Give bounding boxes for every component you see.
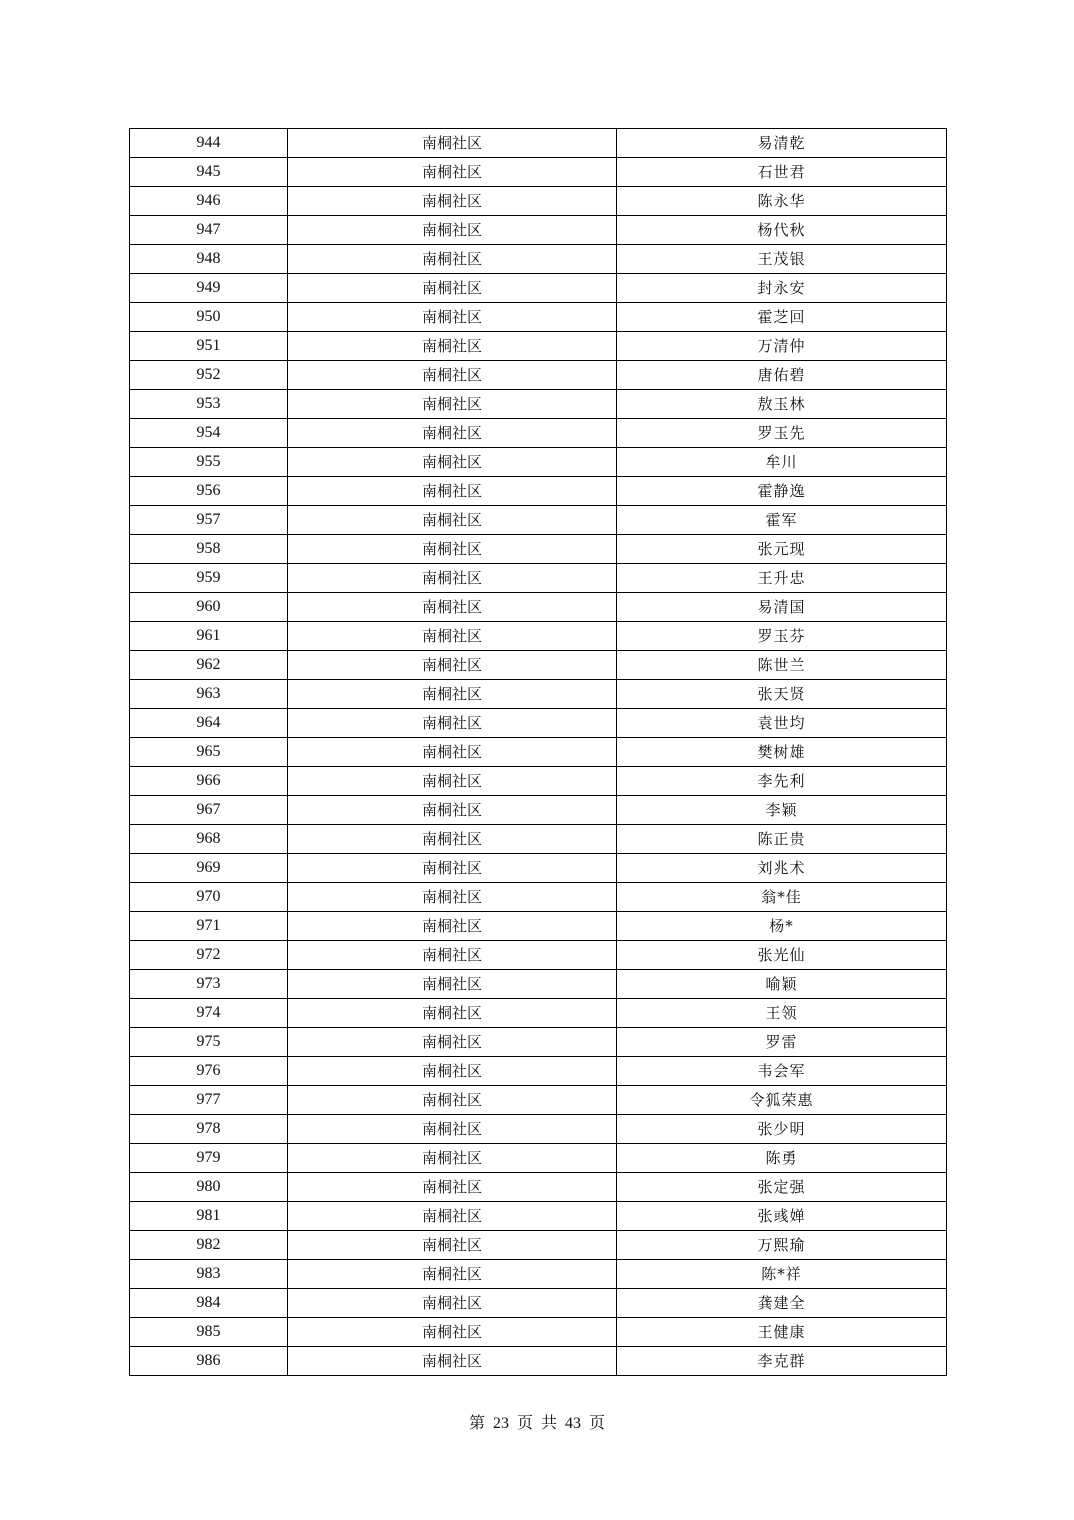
person-name-cell: 翁*佳 bbox=[617, 883, 947, 912]
table-row bbox=[130, 622, 947, 651]
row-number-cell: 963 bbox=[130, 680, 288, 709]
person-name-cell: 牟川 bbox=[617, 448, 947, 477]
table-row bbox=[130, 941, 947, 970]
table-row bbox=[130, 680, 947, 709]
community-cell: 南桐社区 bbox=[288, 970, 617, 999]
person-name-cell: 唐佑碧 bbox=[617, 361, 947, 390]
community-cell: 南桐社区 bbox=[288, 535, 617, 564]
table-row bbox=[130, 506, 947, 535]
row-number-cell: 959 bbox=[130, 564, 288, 593]
person-name-cell: 霍军 bbox=[617, 506, 947, 535]
row-number-cell: 953 bbox=[130, 390, 288, 419]
community-cell: 南桐社区 bbox=[288, 303, 617, 332]
table-row bbox=[130, 158, 947, 187]
person-name-cell: 王健康 bbox=[617, 1318, 947, 1347]
row-number-cell: 952 bbox=[130, 361, 288, 390]
person-name-cell: 霍芝回 bbox=[617, 303, 947, 332]
community-cell: 南桐社区 bbox=[288, 767, 617, 796]
table-row bbox=[130, 535, 947, 564]
community-cell: 南桐社区 bbox=[288, 1202, 617, 1231]
row-number-cell: 980 bbox=[130, 1173, 288, 1202]
table-row bbox=[130, 419, 947, 448]
row-number-cell: 973 bbox=[130, 970, 288, 999]
table-row bbox=[130, 332, 947, 361]
row-number-cell: 979 bbox=[130, 1144, 288, 1173]
community-cell: 南桐社区 bbox=[288, 390, 617, 419]
row-number-cell: 946 bbox=[130, 187, 288, 216]
community-cell: 南桐社区 bbox=[288, 187, 617, 216]
row-number-cell: 985 bbox=[130, 1318, 288, 1347]
table-row bbox=[130, 303, 947, 332]
table-row bbox=[130, 709, 947, 738]
person-name-cell: 张彧婵 bbox=[617, 1202, 947, 1231]
community-cell: 南桐社区 bbox=[288, 506, 617, 535]
person-name-cell: 杨代秋 bbox=[617, 216, 947, 245]
community-cell: 南桐社区 bbox=[288, 1231, 617, 1260]
person-name-cell: 袁世均 bbox=[617, 709, 947, 738]
table-row bbox=[130, 1260, 947, 1289]
community-cell: 南桐社区 bbox=[288, 1057, 617, 1086]
roster-table bbox=[129, 128, 947, 1376]
community-cell: 南桐社区 bbox=[288, 477, 617, 506]
person-name-cell: 敖玉林 bbox=[617, 390, 947, 419]
person-name-cell: 易清国 bbox=[617, 593, 947, 622]
person-name-cell: 张天贤 bbox=[617, 680, 947, 709]
row-number-cell: 957 bbox=[130, 506, 288, 535]
person-name-cell: 陈永华 bbox=[617, 187, 947, 216]
row-number-cell: 951 bbox=[130, 332, 288, 361]
row-number-cell: 972 bbox=[130, 941, 288, 970]
table-row bbox=[130, 390, 947, 419]
community-cell: 南桐社区 bbox=[288, 1318, 617, 1347]
table-row bbox=[130, 1115, 947, 1144]
row-number-cell: 945 bbox=[130, 158, 288, 187]
person-name-cell: 张少明 bbox=[617, 1115, 947, 1144]
person-name-cell: 李颖 bbox=[617, 796, 947, 825]
community-cell: 南桐社区 bbox=[288, 448, 617, 477]
person-name-cell: 陈*祥 bbox=[617, 1260, 947, 1289]
community-cell: 南桐社区 bbox=[288, 796, 617, 825]
row-number-cell: 982 bbox=[130, 1231, 288, 1260]
table-row bbox=[130, 564, 947, 593]
table-row bbox=[130, 825, 947, 854]
community-cell: 南桐社区 bbox=[288, 825, 617, 854]
community-cell: 南桐社区 bbox=[288, 216, 617, 245]
row-number-cell: 969 bbox=[130, 854, 288, 883]
footer-current-page: 23 bbox=[492, 1415, 509, 1432]
roster-table-container bbox=[129, 128, 946, 1376]
table-row bbox=[130, 448, 947, 477]
person-name-cell: 韦会军 bbox=[617, 1057, 947, 1086]
row-number-cell: 978 bbox=[130, 1115, 288, 1144]
row-number-cell: 962 bbox=[130, 651, 288, 680]
community-cell: 南桐社区 bbox=[288, 1115, 617, 1144]
person-name-cell: 张光仙 bbox=[617, 941, 947, 970]
person-name-cell: 喻颖 bbox=[617, 970, 947, 999]
community-cell: 南桐社区 bbox=[288, 854, 617, 883]
row-number-cell: 976 bbox=[130, 1057, 288, 1086]
person-name-cell: 王领 bbox=[617, 999, 947, 1028]
table-row bbox=[130, 1231, 947, 1260]
table-row bbox=[130, 999, 947, 1028]
person-name-cell: 万熙瑜 bbox=[617, 1231, 947, 1260]
community-cell: 南桐社区 bbox=[288, 1289, 617, 1318]
community-cell: 南桐社区 bbox=[288, 941, 617, 970]
table-row bbox=[130, 912, 947, 941]
table-row bbox=[130, 1086, 947, 1115]
person-name-cell: 李克群 bbox=[617, 1347, 947, 1376]
row-number-cell: 961 bbox=[130, 622, 288, 651]
footer-prefix: 第 bbox=[468, 1415, 485, 1432]
community-cell: 南桐社区 bbox=[288, 564, 617, 593]
person-name-cell: 封永安 bbox=[617, 274, 947, 303]
row-number-cell: 964 bbox=[130, 709, 288, 738]
table-row bbox=[130, 1289, 947, 1318]
person-name-cell: 万清仲 bbox=[617, 332, 947, 361]
person-name-cell: 张定强 bbox=[617, 1173, 947, 1202]
community-cell: 南桐社区 bbox=[288, 1086, 617, 1115]
table-row bbox=[130, 854, 947, 883]
table-row bbox=[130, 1028, 947, 1057]
row-number-cell: 954 bbox=[130, 419, 288, 448]
row-number-cell: 971 bbox=[130, 912, 288, 941]
row-number-cell: 975 bbox=[130, 1028, 288, 1057]
community-cell: 南桐社区 bbox=[288, 651, 617, 680]
community-cell: 南桐社区 bbox=[288, 332, 617, 361]
footer-total-word: 共 bbox=[541, 1415, 558, 1432]
table-row bbox=[130, 767, 947, 796]
table-row bbox=[130, 970, 947, 999]
community-cell: 南桐社区 bbox=[288, 245, 617, 274]
person-name-cell: 易清乾 bbox=[617, 129, 947, 158]
row-number-cell: 983 bbox=[130, 1260, 288, 1289]
community-cell: 南桐社区 bbox=[288, 1347, 617, 1376]
person-name-cell: 罗玉芬 bbox=[617, 622, 947, 651]
row-number-cell: 948 bbox=[130, 245, 288, 274]
table-row bbox=[130, 1202, 947, 1231]
community-cell: 南桐社区 bbox=[288, 738, 617, 767]
row-number-cell: 977 bbox=[130, 1086, 288, 1115]
row-number-cell: 958 bbox=[130, 535, 288, 564]
row-number-cell: 965 bbox=[130, 738, 288, 767]
table-row bbox=[130, 187, 947, 216]
row-number-cell: 967 bbox=[130, 796, 288, 825]
community-cell: 南桐社区 bbox=[288, 1260, 617, 1289]
community-cell: 南桐社区 bbox=[288, 1028, 617, 1057]
table-row bbox=[130, 129, 947, 158]
table-row bbox=[130, 361, 947, 390]
community-cell: 南桐社区 bbox=[288, 622, 617, 651]
table-row bbox=[130, 651, 947, 680]
community-cell: 南桐社区 bbox=[288, 158, 617, 187]
table-row bbox=[130, 1057, 947, 1086]
person-name-cell: 罗玉先 bbox=[617, 419, 947, 448]
community-cell: 南桐社区 bbox=[288, 1173, 617, 1202]
row-number-cell: 968 bbox=[130, 825, 288, 854]
person-name-cell: 李先利 bbox=[617, 767, 947, 796]
community-cell: 南桐社区 bbox=[288, 912, 617, 941]
person-name-cell: 龚建全 bbox=[617, 1289, 947, 1318]
page-footer bbox=[0, 1410, 1074, 1433]
person-name-cell: 石世君 bbox=[617, 158, 947, 187]
row-number-cell: 966 bbox=[130, 767, 288, 796]
table-row bbox=[130, 1173, 947, 1202]
community-cell: 南桐社区 bbox=[288, 129, 617, 158]
table-row bbox=[130, 1144, 947, 1173]
row-number-cell: 984 bbox=[130, 1289, 288, 1318]
footer-page-word: 页 bbox=[516, 1415, 533, 1432]
person-name-cell: 王升忠 bbox=[617, 564, 947, 593]
person-name-cell: 陈正贵 bbox=[617, 825, 947, 854]
community-cell: 南桐社区 bbox=[288, 709, 617, 738]
community-cell: 南桐社区 bbox=[288, 999, 617, 1028]
community-cell: 南桐社区 bbox=[288, 1144, 617, 1173]
table-row bbox=[130, 738, 947, 767]
row-number-cell: 955 bbox=[130, 448, 288, 477]
table-row bbox=[130, 883, 947, 912]
row-number-cell: 970 bbox=[130, 883, 288, 912]
community-cell: 南桐社区 bbox=[288, 361, 617, 390]
row-number-cell: 950 bbox=[130, 303, 288, 332]
table-row bbox=[130, 1318, 947, 1347]
person-name-cell: 王茂银 bbox=[617, 245, 947, 274]
person-name-cell: 霍静逸 bbox=[617, 477, 947, 506]
row-number-cell: 944 bbox=[130, 129, 288, 158]
person-name-cell: 陈世兰 bbox=[617, 651, 947, 680]
person-name-cell: 陈勇 bbox=[617, 1144, 947, 1173]
row-number-cell: 947 bbox=[130, 216, 288, 245]
person-name-cell: 令狐荣惠 bbox=[617, 1086, 947, 1115]
person-name-cell: 杨* bbox=[617, 912, 947, 941]
table-row bbox=[130, 796, 947, 825]
roster-table-body bbox=[130, 129, 947, 1376]
row-number-cell: 949 bbox=[130, 274, 288, 303]
footer-suffix: 页 bbox=[589, 1415, 606, 1432]
row-number-cell: 986 bbox=[130, 1347, 288, 1376]
community-cell: 南桐社区 bbox=[288, 274, 617, 303]
row-number-cell: 960 bbox=[130, 593, 288, 622]
person-name-cell: 樊树雄 bbox=[617, 738, 947, 767]
table-row bbox=[130, 477, 947, 506]
table-row bbox=[130, 216, 947, 245]
table-row bbox=[130, 245, 947, 274]
community-cell: 南桐社区 bbox=[288, 883, 617, 912]
person-name-cell: 张元现 bbox=[617, 535, 947, 564]
person-name-cell: 罗雷 bbox=[617, 1028, 947, 1057]
community-cell: 南桐社区 bbox=[288, 419, 617, 448]
community-cell: 南桐社区 bbox=[288, 680, 617, 709]
table-row bbox=[130, 593, 947, 622]
row-number-cell: 974 bbox=[130, 999, 288, 1028]
community-cell: 南桐社区 bbox=[288, 593, 617, 622]
row-number-cell: 981 bbox=[130, 1202, 288, 1231]
person-name-cell: 刘兆术 bbox=[617, 854, 947, 883]
table-row bbox=[130, 1347, 947, 1376]
row-number-cell: 956 bbox=[130, 477, 288, 506]
footer-total-pages: 43 bbox=[565, 1415, 582, 1432]
table-row bbox=[130, 274, 947, 303]
